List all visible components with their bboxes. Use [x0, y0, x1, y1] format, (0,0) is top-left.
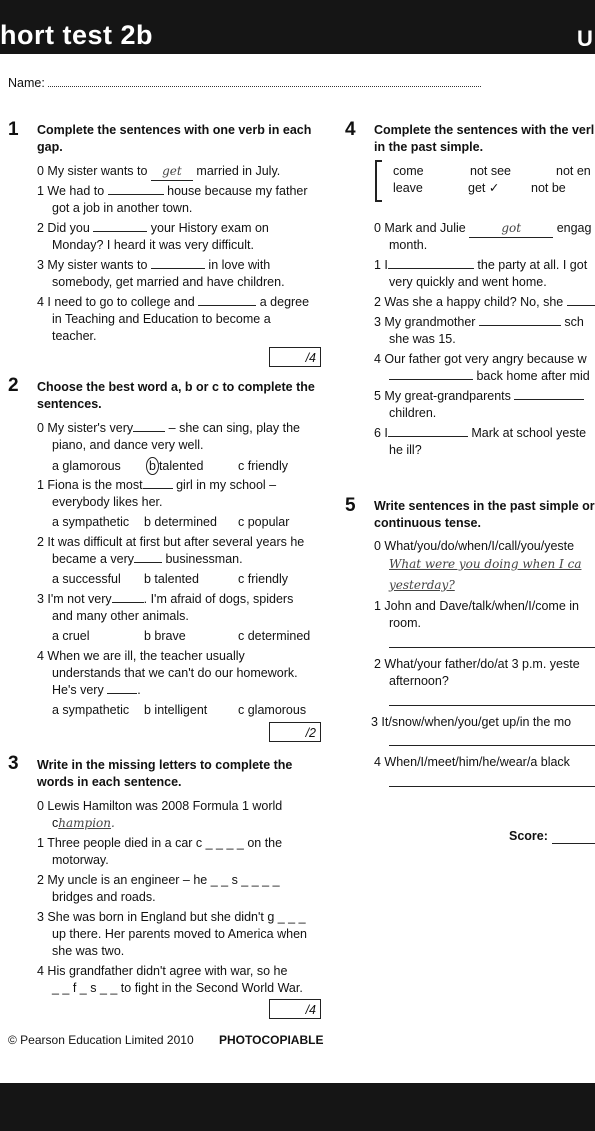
option-a[interactable]: a successful	[52, 572, 121, 586]
option-c[interactable]: c friendly	[238, 572, 289, 586]
s3-question-3-cont2: she was two.	[52, 944, 125, 958]
q-text: in love with	[208, 258, 271, 272]
option-a[interactable]: a cruel	[52, 629, 90, 643]
page-title: hort test 2b	[0, 20, 154, 50]
s4-question-0-cont: month.	[389, 238, 428, 252]
answer-blank[interactable]	[514, 389, 584, 400]
option-a[interactable]: a sympathetic	[52, 515, 130, 529]
name-field[interactable]	[48, 86, 481, 87]
q-text: .	[137, 683, 141, 697]
q-text: 0 My sister wants to	[37, 164, 148, 178]
section-1-score: /4	[269, 347, 321, 367]
s2-question-3-cont: and many other animals.	[52, 609, 189, 623]
q-text: sch	[564, 315, 584, 329]
s2-q3-options	[52, 628, 310, 644]
s5-question-2: 2 What/your father/do/at 3 p.m. yeste	[374, 657, 580, 671]
option-c[interactable]: c glamorous	[238, 703, 307, 717]
s1-question-4-cont2: teacher.	[52, 329, 97, 343]
s4-question-3	[374, 314, 584, 330]
s3-question-1: 1 Three people died in a car c _ _ _ _ on the	[37, 836, 283, 850]
answer-blank[interactable]	[388, 426, 468, 437]
answer-blank[interactable]	[389, 369, 473, 380]
option-c[interactable]: c popular	[238, 515, 290, 529]
s5-question-1: 1 John and Dave/talk/when/I/come in	[374, 599, 579, 613]
q-text: 2 Was she a happy child? No, she	[374, 295, 564, 309]
option-a[interactable]: a sympathetic	[52, 703, 130, 717]
q-text: the party at all. I got	[477, 258, 588, 272]
name-label: Name:	[8, 76, 45, 90]
s2-q4-options	[52, 702, 306, 718]
option-b[interactable]	[146, 457, 238, 475]
s2-q2-options	[52, 571, 288, 587]
s2-question-4: 4 When we are ill, the teacher usually	[37, 649, 245, 663]
q-text: 4 I need to go to college and	[37, 295, 195, 309]
q-text: 0 My sister's very	[37, 421, 134, 435]
answer-blank[interactable]	[134, 552, 162, 563]
circled-answer: b	[146, 457, 159, 475]
word-option: not en	[556, 164, 591, 178]
s4-question-3-cont: she was 15.	[389, 332, 456, 346]
s3-question-4: 4 His grandfather didn't agree with war, so he	[37, 964, 288, 978]
s5-question-1-cont: room.	[389, 616, 421, 630]
s4-question-5-cont: children.	[389, 406, 437, 420]
s2-q1-options	[52, 514, 289, 530]
answer-blank[interactable]	[198, 295, 256, 306]
s1-question-2-cont: Monday? I heard it was very difficult.	[52, 238, 254, 252]
section-2-instruction: Choose the best word a, b or c to complete the	[37, 380, 315, 394]
answer-blank[interactable]	[479, 315, 561, 326]
section-3-number: 3	[8, 753, 19, 774]
s2-question-0	[37, 420, 300, 436]
s3-question-2: 2 My uncle is an engineer – he _ _ s _ _ _ _	[37, 873, 280, 887]
word-option: come	[393, 164, 424, 178]
option-b[interactable]: b brave	[144, 629, 186, 643]
section-3-instruction-2: words in each sentence.	[37, 775, 182, 789]
answer-line[interactable]	[389, 705, 595, 706]
s1-question-4	[37, 294, 309, 310]
section-2-instruction-2: sentences.	[37, 397, 102, 411]
option-c[interactable]: c determined	[238, 629, 311, 643]
q-text: c	[52, 816, 59, 830]
s2-question-4-cont: understands that we can't do our homework.	[52, 666, 298, 680]
section-2-score: /2	[269, 722, 321, 742]
answer-blank[interactable]	[112, 592, 144, 603]
s3-question-0-cont: champion.	[52, 816, 115, 830]
s2-question-0-cont: piano, and dance very well.	[52, 438, 204, 452]
s3-question-3-cont: up there. Her parents moved to America when	[52, 927, 307, 941]
s3-question-1-cont: motorway.	[52, 853, 109, 867]
section-4-number: 4	[345, 119, 356, 140]
s5-question-3: 3 It/snow/when/you/get up/in the mo	[371, 715, 572, 729]
q-text: – she can sing, play the	[168, 421, 300, 435]
s2-question-1-cont: everybody likes her.	[52, 495, 163, 509]
s5-question-0: 0 What/you/do/when/I/call/you/yeste	[374, 539, 575, 553]
option-a[interactable]: a glamorous	[52, 459, 121, 473]
s1-question-3	[37, 257, 270, 273]
answer-example: get	[151, 164, 193, 181]
word-box-bracket	[375, 160, 382, 202]
answer-blank	[143, 478, 173, 489]
answer-example: hampion	[58, 816, 111, 830]
q-text: became a very	[52, 552, 134, 566]
s3-question-4-cont: _ _ f _ s _ _ to fight in the Second World War.	[52, 981, 303, 995]
section-5-number: 5	[345, 495, 356, 516]
section-3-instruction: Write in the missing letters to complete the	[37, 758, 293, 772]
q-text: 5 My great-grandparents	[374, 389, 511, 403]
q-text: engag	[556, 221, 592, 235]
answer-blank[interactable]	[567, 295, 595, 306]
s5-question-2-cont: afternoon?	[389, 674, 449, 688]
s3-question-0: 0 Lewis Hamilton was 2008 Formula 1 world	[37, 799, 283, 813]
q-text: your History exam on	[150, 221, 269, 235]
q-text: married in July.	[196, 164, 281, 178]
section-1-instruction-2: gap.	[37, 140, 63, 154]
s1-question-2	[37, 220, 269, 236]
s5-answer-0-line-2: yesterday?	[389, 578, 455, 592]
s4-question-5	[374, 388, 584, 404]
s5-question-4: 4 When/I/meet/him/he/wear/a black	[374, 755, 570, 769]
footer-bar	[0, 1083, 595, 1131]
s1-question-0	[37, 163, 280, 181]
s4-question-2	[374, 294, 595, 310]
s1-question-4-cont: in Teaching and Education to become a	[52, 312, 271, 326]
s5-answer-0-line-1: What were you doing when I ca	[389, 557, 582, 571]
q-text: 1 I	[374, 258, 388, 272]
answer-line[interactable]	[389, 647, 595, 648]
option-c[interactable]: c friendly	[238, 459, 289, 473]
word-option: get ✓	[468, 181, 500, 195]
answer-blank[interactable]	[93, 221, 147, 232]
s1-question-3-cont: somebody, get married and have children.	[52, 275, 285, 289]
answer-blank[interactable]	[107, 683, 137, 694]
total-score-field[interactable]	[552, 843, 595, 844]
q-text: back home after mid	[476, 369, 590, 383]
q-text: 2 Did you	[37, 221, 90, 235]
q-text: a degree	[259, 295, 310, 309]
copyright: © Pearson Education Limited 2010	[8, 1033, 194, 1047]
q-text: 3 I'm not very	[37, 592, 112, 606]
q-text: girl in my school –	[176, 478, 277, 492]
word-option: not be	[531, 181, 566, 195]
q-text: . I'm afraid of dogs, spiders	[143, 592, 294, 606]
section-1-instruction: Complete the sentences with one verb in each	[37, 123, 312, 137]
option-b[interactable]: b talented	[144, 572, 199, 586]
s4-question-0	[374, 220, 591, 238]
q-text: 3 My grandmother	[374, 315, 476, 329]
section-3-score: /4	[269, 999, 321, 1019]
section-2-number: 2	[8, 375, 19, 396]
q-text: Mark at school yeste	[471, 426, 587, 440]
s4-question-1	[374, 257, 587, 273]
section-4-instruction: Complete the sentences with the verl	[374, 123, 595, 137]
s1-question-1	[37, 183, 308, 199]
option-b[interactable]: b intelligent	[144, 703, 208, 717]
answer-blank[interactable]	[151, 258, 205, 269]
section-5-instruction-2: continuous tense.	[374, 516, 481, 530]
s2-question-3	[37, 591, 293, 607]
q-text: He's very	[52, 683, 104, 697]
q-text: 3 My sister wants to	[37, 258, 148, 272]
answer-blank[interactable]	[388, 258, 474, 269]
photocopiable-label: PHOTOCOPIABLE	[219, 1033, 324, 1047]
section-4-instruction-2: in the past simple.	[374, 140, 484, 154]
q-text: 1 We had to	[37, 184, 105, 198]
s4-question-6-cont: he ill?	[389, 443, 422, 457]
s2-question-4-cont2	[52, 682, 141, 698]
s2-question-2: 2 It was difficult at first but after several years he	[37, 535, 305, 549]
s3-question-2-cont: bridges and roads.	[52, 890, 156, 904]
s4-question-6	[374, 425, 586, 441]
s4-question-4: 4 Our father got very angry because w	[374, 352, 587, 366]
answer-line[interactable]	[389, 745, 595, 746]
s2-q0-options	[52, 457, 288, 475]
section-1-number: 1	[8, 119, 19, 140]
score-label: Score:	[509, 829, 548, 843]
q-text: house because my father	[167, 184, 308, 198]
answer-example: got	[469, 221, 553, 238]
s3-question-3: 3 She was born in England but she didn't g _ _ _	[37, 910, 306, 924]
q-text: 6 I	[374, 426, 388, 440]
s4-question-4-cont	[389, 368, 590, 384]
s2-question-2-cont	[52, 551, 243, 567]
answer-blank	[133, 421, 165, 432]
s2-question-1	[37, 477, 276, 493]
s4-question-1-cont: very quickly and went home.	[389, 275, 547, 289]
option-b-text: talented	[158, 459, 204, 473]
word-option: not see	[470, 164, 512, 178]
q-text: 1 Fiona is the most	[37, 478, 143, 492]
answer-blank[interactable]	[108, 184, 164, 195]
q-text: 0 Mark and Julie	[374, 221, 466, 235]
section-5-instruction: Write sentences in the past simple or	[374, 499, 595, 513]
q-text: businessman.	[165, 552, 243, 566]
s1-question-1-cont: got a job in another town.	[52, 201, 193, 215]
word-option: leave	[393, 181, 423, 195]
unit-label: U	[577, 26, 593, 51]
option-b[interactable]: b determined	[144, 515, 217, 529]
answer-line[interactable]	[389, 786, 595, 787]
